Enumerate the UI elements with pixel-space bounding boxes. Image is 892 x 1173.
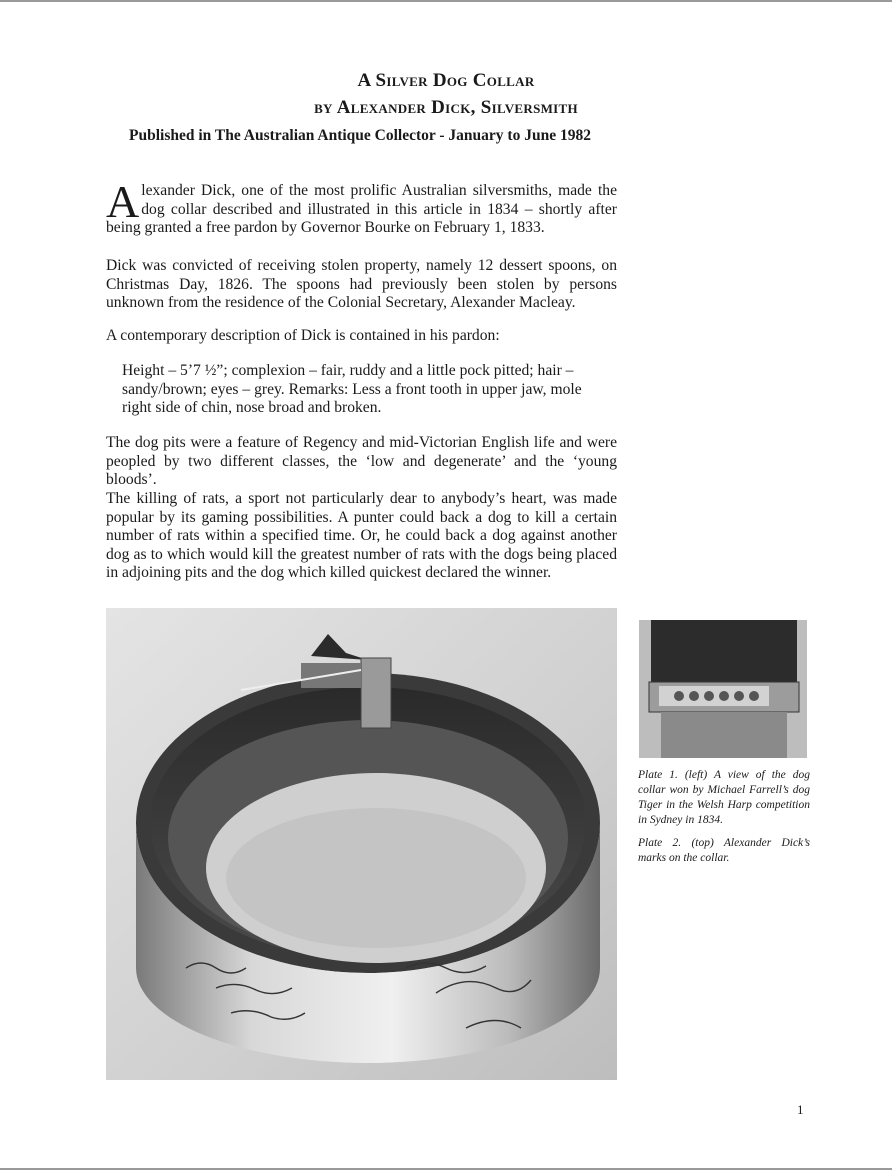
caption-plate-2: Plate 2. (top) Alexander Dick’s marks on the collar. xyxy=(638,837,810,864)
paragraph-intro xyxy=(106,176,617,238)
drop-cap: A xyxy=(106,176,140,227)
publication-note: Published in The Australian Antique Collector - January to June 1982 xyxy=(129,127,591,144)
paragraph-dog-pits: The dog pits were a feature of Regency and mid-Victorian English life and were peopled by two different classes, the ‘low and degenerate’ and the ‘young bloods’. xyxy=(106,434,617,488)
paragraph-intro-text: lexander Dick, one of the most prolific Australian silversmiths, made the dog collar described and illustrated in this article in 1834 – shortly after being granted a free pardon by Governor Bourke on February 1, 1833. xyxy=(106,182,617,236)
pardon-quote: Height – 5’7 ½”; complexion – fair, ruddy and a little pock pitted; hair – sandy/brown; eyes – grey. Remarks: Less a front tooth in upper jaw, mole right side of chin, nose broad and broken. xyxy=(122,362,582,416)
page-number: 1 xyxy=(797,1102,804,1117)
paragraph-conviction: Dick was convicted of receiving stolen property, namely 12 dessert spoons, on Christmas Day, 1826. The spoons had previously been stolen by persons unknown from the residence of the Colonial Secretary, Alexander Macleay. xyxy=(106,257,617,311)
plate-2-marks-photo xyxy=(639,620,807,758)
page-bottom-border xyxy=(0,1168,892,1170)
paragraph-description-intro: A contemporary description of Dick is contained in his pardon: xyxy=(106,327,500,344)
marks-photo-illustration xyxy=(639,620,807,758)
caption-plate-1: Plate 1. (left) A view of the dog collar won by Michael Farrell’s dog Tiger in the Welsh Harp competition in Sydney in 1834. xyxy=(638,769,810,826)
article-byline: by Alexander Dick, Silversmith xyxy=(314,97,578,118)
paragraph-rat-killing: The killing of rats, a sport not particularly dear to anybody’s heart, was made popular by its gaming possibilities. A punter could back a dog to kill a certain number of rats within a specified time. Or, he could back a dog against another dog as to which would kill the greatest number of rats with the dogs being placed in adjoining pits and the dog which killed quickest declared the winner. xyxy=(106,490,617,581)
page-top-border xyxy=(0,0,892,2)
plate-1-collar-photo xyxy=(106,608,617,1080)
article-title: A Silver Dog Collar xyxy=(357,70,535,91)
collar-photo-illustration xyxy=(106,608,617,1080)
